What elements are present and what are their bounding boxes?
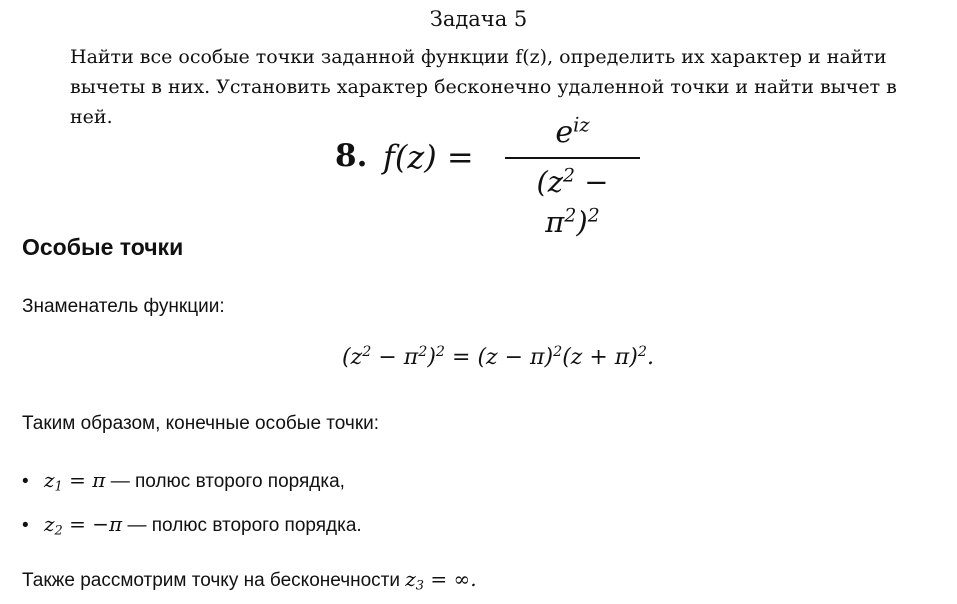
infinity-formula: $z_3$ = ∞. (405, 567, 477, 594)
bullet-icon: • (22, 471, 29, 492)
list-item (22, 512, 362, 537)
infinity-text: Также рассмотрим точку на бесконечности (22, 570, 400, 591)
denominator-formula: $(z^2 - \pi^2)^2 = (z - \pi)^2(z + \pi)^2$. (342, 344, 654, 370)
formula-number: 8. (335, 138, 368, 174)
infinity-line (22, 567, 477, 592)
task-statement: Найти все особые точки заданной функции f(z), определить их характер и найти вычеты в них. Установить характер бесконечно удаленной точки и найти вычет в ней. (70, 46, 897, 128)
point-formula: $z_1 = \pi$ (44, 468, 106, 495)
formula-fraction (505, 112, 640, 242)
denominator-label: Знаменатель функции: (22, 296, 225, 317)
point-description: — полюс второго порядка. (127, 515, 362, 536)
task-title: Задача 5 (429, 7, 528, 31)
formula-lhs: f(z) = (383, 138, 474, 176)
formula-denominator: $(z^2 - \pi^2)^2$ (536, 165, 609, 239)
list-item (22, 468, 345, 493)
finite-points-label: Таким образом, конечные особые точки: (22, 413, 380, 434)
point-formula: $z_2 = -\pi$ (44, 512, 123, 539)
formula-numerator: $e^{iz}$ (555, 113, 590, 150)
fraction-bar (505, 157, 640, 159)
bullet-icon: • (22, 515, 29, 536)
point-description: — полюс второго порядка, (110, 471, 345, 492)
section-heading: Особые точки (22, 234, 184, 260)
